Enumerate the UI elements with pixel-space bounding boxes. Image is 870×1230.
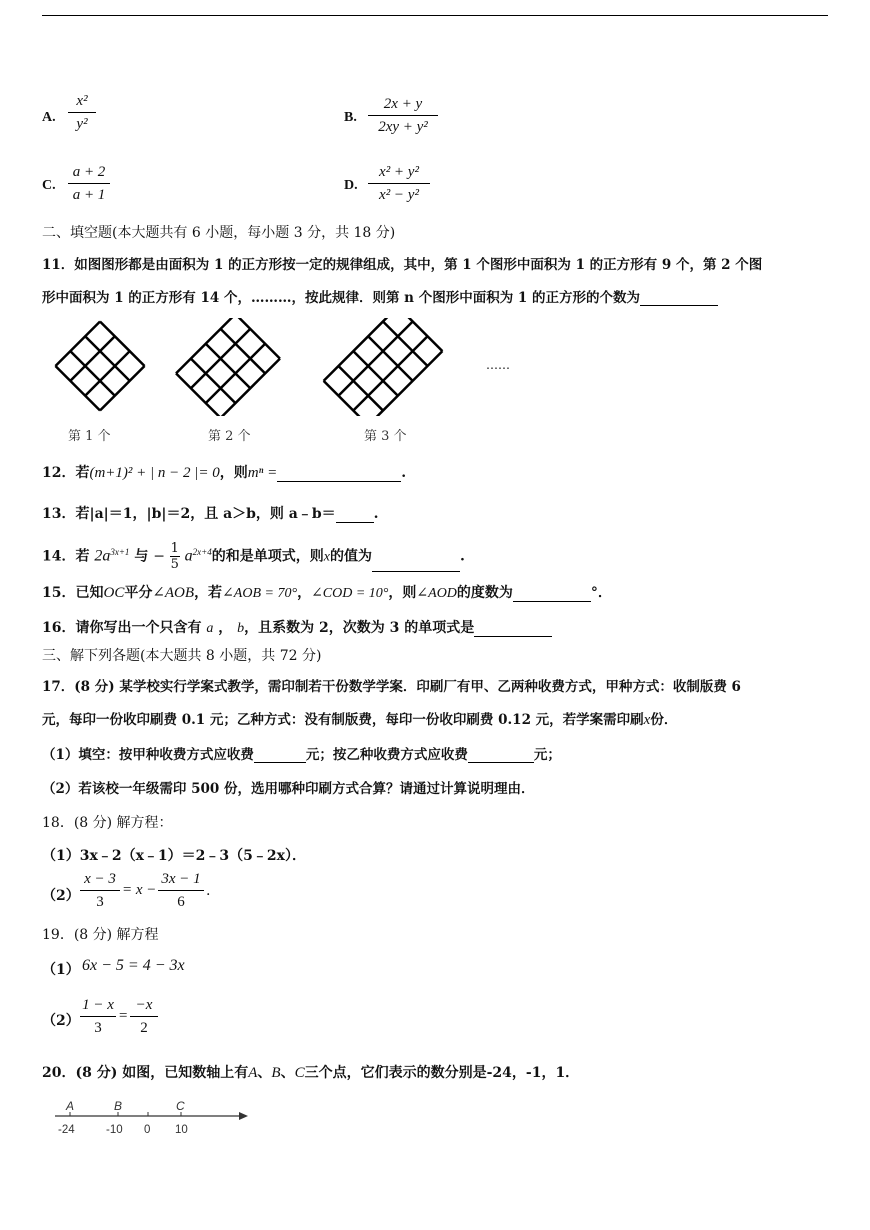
q18-title: 18．(8 分) 解方程： — [42, 815, 173, 831]
q11-figure-1 — [55, 321, 144, 410]
q12 — [42, 462, 406, 482]
q14-exp2: 2x+4 — [192, 546, 212, 557]
q11-line2-text: 形中面积为 1 的正方形有 14 个，………，按此规律．则第 n 个图形中面积为 1 的正方形的个数为 — [42, 290, 640, 306]
q17-line1: 17．(8 分) 某学校实行学案式教学，需印制若干份数学学案．印刷厂有甲、乙两种收费方式，甲种方式：收制版费 6 — [42, 679, 741, 695]
q18-frac2-den: 6 — [177, 894, 185, 910]
q19-frac2-num: −x — [135, 997, 153, 1013]
q20 — [42, 1062, 579, 1082]
grid-line — [353, 336, 427, 410]
grid-line — [398, 318, 443, 351]
q11-answer-blank[interactable] — [640, 305, 718, 306]
choice-c-fraction — [68, 163, 110, 204]
axis-tick-label-3: 0 — [144, 1124, 151, 1136]
q14-term2: a — [184, 547, 193, 565]
choice-b-label: B. — [344, 110, 357, 125]
q15-t6: 的度数为 — [456, 585, 513, 601]
choice-c-label: C. — [42, 178, 56, 193]
q19-frac1-num: 1 − x — [82, 997, 114, 1013]
q20-text1: 20．(8 分) 如图，已知数轴上有 — [42, 1065, 249, 1081]
q17-line2a: 元，每印一份收印刷费 0.1 元；乙种方式：没有制版费，每印一份收印刷费 0.12 元，若学案需印刷 — [42, 712, 644, 728]
q18-s2-label: （2） — [42, 888, 80, 904]
q18-frac1 — [80, 870, 120, 911]
q12-pre: 12．若 — [42, 465, 90, 481]
q16-rest: ，且系数为 2，次数为 3 的单项式是 — [244, 620, 475, 636]
q17-line2b: 份． — [650, 712, 678, 728]
q16-b: b — [237, 621, 245, 636]
q11-figure-3 — [324, 318, 443, 416]
axis-tick-label-1: -24 — [58, 1124, 75, 1136]
q12-expr: (m+1)² + | n − 2 |= 0 — [89, 465, 220, 481]
q20-text2: 三个点，它们表示的数分别是-24，-1，1． — [304, 1065, 580, 1081]
q18-frac2 — [158, 870, 204, 911]
q14-post2: 的值为 — [329, 548, 372, 565]
q16-comma: ， — [218, 620, 233, 636]
choice-a-label: A. — [42, 110, 56, 125]
q18-frac1-den: 3 — [96, 894, 104, 910]
q19-s1: 6x − 5 = 4 − 3x — [82, 957, 185, 974]
q14-coef — [170, 541, 180, 572]
q11-figure-2 — [176, 318, 280, 416]
choice-c-numerator: a + 2 — [72, 164, 106, 180]
choice-a-fraction — [68, 92, 96, 133]
q11-figures — [50, 318, 520, 416]
grid-line — [324, 318, 398, 381]
q15-end: °． — [590, 585, 612, 601]
axis-tick-label-2: -10 — [106, 1124, 123, 1136]
header-rule — [42, 15, 828, 16]
q14-neg: − — [153, 548, 165, 565]
axis-label-b: B — [114, 1099, 123, 1113]
q11-caption-2: 第 2 个 — [208, 429, 251, 444]
q14-answer-blank[interactable] — [372, 571, 460, 572]
q13-end: . — [373, 506, 379, 522]
q15-t4: ， — [297, 585, 312, 601]
number-line — [50, 1095, 260, 1143]
q11-caption-3: 第 3 个 — [364, 429, 407, 444]
q13 — [42, 503, 379, 523]
q14-end: . — [459, 548, 465, 565]
q15-e1: ∠AOB = 70° — [222, 586, 298, 601]
q16-a: a — [206, 621, 214, 636]
choice-a-numerator: x² — [76, 93, 88, 109]
q17-line2 — [42, 708, 677, 729]
q18-eq: = x − — [122, 882, 157, 898]
q18-frac1-num: x − 3 — [84, 871, 116, 887]
q17-sub1a: （1）填空：按甲种收费方式应收费 — [42, 747, 254, 763]
q18-s1: （1）3x﹣2（x﹣1）＝2﹣3（5﹣2x）． — [42, 848, 306, 864]
axis-arrow-icon — [239, 1112, 248, 1120]
q19-frac1-den: 3 — [94, 1020, 102, 1036]
q14-var: x — [323, 549, 330, 565]
choice-c-denominator: a + 1 — [72, 187, 106, 203]
choice-d-label: D. — [344, 178, 358, 193]
q17-var: x — [643, 712, 651, 728]
q13-answer-blank[interactable] — [336, 522, 374, 523]
q15-t2: 平分 — [124, 585, 153, 601]
q20-point-b: B — [271, 1065, 281, 1081]
q12-end: . — [401, 465, 407, 481]
choice-b-numerator: 2x + y — [383, 96, 423, 112]
q17-blank-a[interactable] — [254, 762, 306, 763]
q13-text: 13．若|a|＝1，|b|＝2，且 a＞b，则 a﹣b＝ — [42, 506, 336, 522]
section3-heading: 三、解下列各题(本大题共 8 小题，共 72 分) — [42, 648, 322, 664]
axis-label-c: C — [176, 1099, 185, 1113]
q19-frac2 — [130, 996, 158, 1037]
q15 — [42, 582, 612, 602]
q11-ellipsis: …… — [486, 358, 510, 372]
q20-point-a: A — [248, 1065, 258, 1081]
q15-t3: ，若 — [194, 585, 223, 601]
q19-s2-label: （2） — [42, 1013, 80, 1029]
q14-coef-den: 5 — [170, 557, 179, 572]
q17-sub1c: 元； — [533, 747, 561, 763]
grid-line — [324, 381, 369, 416]
q19-title: 19．(8 分) 解方程 — [42, 927, 159, 943]
q14-term1: 2a — [94, 547, 111, 565]
axis-tick-label-4: 10 — [175, 1124, 188, 1136]
axis-label-a: A — [66, 1099, 75, 1113]
q17-blank-b[interactable] — [468, 762, 534, 763]
choice-d-fraction — [368, 163, 430, 204]
q11-line1: 11．如图图形都是由面积为 1 的正方形按一定的规律组成，其中，第 1 个图形中面积为 1 的正方形有 9 个，第 2 个图 — [42, 257, 763, 273]
choice-a-denominator: y² — [76, 116, 88, 132]
q18-frac2-num: 3x − 1 — [161, 871, 201, 887]
q18-end: . — [206, 883, 211, 899]
choice-b-fraction — [368, 95, 438, 136]
q16-answer-blank[interactable] — [474, 636, 552, 637]
q15-text: 15．已知 — [42, 585, 104, 601]
q15-aod: ∠AOD — [416, 586, 457, 601]
q20-point-c: C — [294, 1065, 305, 1081]
q12-mid: ，则 — [219, 465, 248, 481]
q17-sub1b: 元；按乙种收费方式应收费 — [305, 747, 468, 763]
q19-eq: = — [118, 1008, 129, 1024]
q16-text: 16．请你写出一个只含有 — [42, 620, 202, 636]
q14-pre: 14．若 — [42, 548, 90, 565]
section2-heading: 二、填空题(本大题共有 6 小题，每小题 3 分，共 18 分) — [42, 225, 396, 241]
q14-coef-num: 1 — [170, 541, 179, 556]
q19-s1-label: （1） — [42, 962, 80, 978]
q14-post: 的和是单项式，则 — [211, 548, 324, 565]
q12-expr2: mⁿ = — [247, 465, 278, 481]
q19-frac1 — [80, 996, 116, 1037]
q15-answer-blank[interactable] — [513, 601, 591, 602]
q15-aob: ∠AOB — [152, 585, 195, 601]
q15-oc: OC — [103, 585, 125, 601]
choice-d-numerator: x² + y² — [379, 164, 419, 180]
choice-d-denominator: x² − y² — [379, 187, 419, 203]
q12-answer-blank[interactable] — [277, 481, 401, 482]
q15-e2: ∠COD = 10° — [311, 586, 389, 601]
q14 — [42, 541, 465, 572]
q15-t5: ，则 — [388, 585, 417, 601]
q19-frac2-den: 2 — [140, 1020, 148, 1036]
q16 — [42, 617, 552, 637]
q20-sep1: 、 — [257, 1065, 272, 1081]
q14-mid: 与 — [134, 548, 149, 565]
q17-sub1 — [42, 743, 561, 763]
q11-caption-1: 第 1 个 — [68, 429, 111, 444]
q11-line2 — [42, 286, 718, 306]
q14-exp1: 3x+1 — [110, 546, 130, 557]
grid-line — [338, 321, 412, 395]
q17-sub2: （2）若该校一年级需印 500 份，选用哪种印刷方式合算？请通过计算说明理由． — [42, 781, 535, 797]
q20-sep2: 、 — [280, 1065, 295, 1081]
choice-b-denominator: 2xy + y² — [378, 119, 428, 135]
